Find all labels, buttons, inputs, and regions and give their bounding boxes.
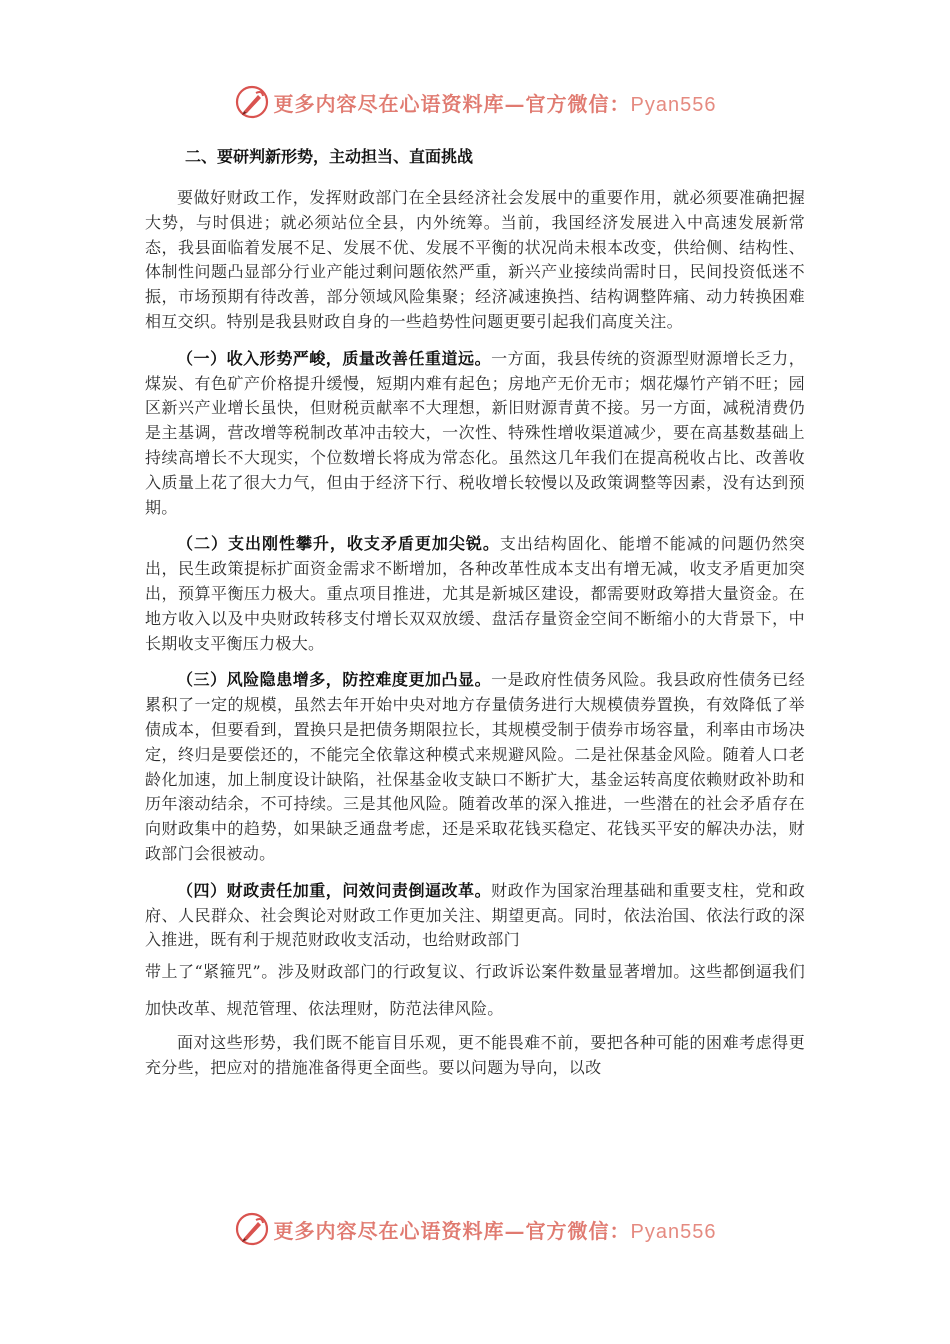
closing-paragraph: 面对这些形势，我们既不能盲目乐观，更不能畏难不前，要把各种可能的困难考虑得更充分些，把应对的措施准备得更全面些。要以问题为导向，以改 (145, 1033, 805, 1077)
section-body-2: 支出结构固化、能增不能减的问题仍然突出，民生政策提标扩面资金需求不断增加，各种改革性成本支出有增无减，收支矛盾更加突出，预算平衡压力极大。重点项目推进，尤其是新城区建设，都需要财政筹措大量资金。在地方收入以及中央财政转移支付增长双双放缓、盘活存量资金空间不断缩小的大背景下，中长期收支平衡压力极大。 (145, 534, 805, 653)
footer-banner-text-cn: 更多内容尽在心语资料库—官方微信： (273, 1218, 631, 1243)
document-body (145, 140, 805, 1093)
section-body-4: 财政作为国家治理基础和重要支柱，党和政府、人民群众、社会舆论对财政工作更加关注、期望更高。同时，依法治国、依法行政的深入推进，既有利于规范财政收支活动，也给财政部门 (145, 880, 806, 950)
banner-text-cn: 更多内容尽在心语资料库—官方微信： (273, 91, 631, 116)
continuation-paragraph: 带上了“紧箍咒”。涉及财政部门的行政复议、行政诉讼案件数量显著增加。这些都倒逼我们加快改革、规范管理、依法理财，防范法律风险。 (145, 962, 805, 1019)
section-heading: 二、要研判新形势，主动担当、直面挑战 (185, 147, 474, 166)
footer-banner (0, 1209, 950, 1249)
section-body-3: 一是政府性债务风险。我县政府性债务已经累积了一定的规模，虽然去年开始中央对地方存量债务进行大规模债券置换，有效降低了举债成本，但要看到，置换只是把债务期限拉长，其规模受制于债券市场容量，利率由市场决定，终归是要偿还的，不能完全依靠这种模式来规避风险。二是社保基金风险。随着人口老龄化加速，加上制度设计缺陷，社保基金收支缺口不断扩大，基金运转高度依赖财政补助和历年滚动结余，不可持续。三是其他风险。随着改革的深入推进，一些潜在的社会矛盾存在向财政集中的趋势，如果缺乏通盘考虑，还是采取花钱买稳定、花钱买平安的解决办法，财政部门会很被动。 (145, 670, 806, 863)
footer-banner-text (274, 1215, 717, 1244)
banner-wechat-id: Pyan556 (630, 93, 717, 116)
section-lead-2: （二）支出刚性攀升，收支矛盾更加尖锐。 (177, 534, 500, 554)
footer-banner-wechat-id: Pyan556 (630, 1220, 717, 1243)
pen-nib-logo-icon (234, 1211, 270, 1247)
section-lead-3: （三）风险隐患增多，防控难度更加凸显。 (177, 670, 492, 690)
section-paragraph-1 (145, 347, 805, 521)
intro-paragraph: 要做好财政工作，发挥财政部门在全县经济社会发展中的重要作用，就必须要准确把握大势，与时俱进；就必须站位全县，内外统筹。当前，我国经济发展进入中高速发展新常态，我县面临着发展不足、发展不优、发展不平衡的状况尚未根本改变，供给侧、结构性、体制性问题凸显部分行业产能过剩问题依然严重，新兴产业接续尚需时日，民间投资低迷不振，市场预期有待改善，部分领域风险集聚；经济减速换挡、结构调整阵痛、动力转换困难相互交织。特别是我县财政自身的一些趋势性问题更要引起我们高度关注。 (145, 188, 805, 331)
section-paragraph-4 (145, 879, 805, 953)
section-lead-4: （四）财政责任加重，问效问责倒逼改革。 (177, 880, 492, 900)
pen-nib-logo-icon (234, 84, 270, 120)
section-body-1: 一方面，我县传统的资源型财源增长乏力，煤炭、有色矿产价格提升缓慢，短期内难有起色；房地产无价无市；烟花爆竹产销不旺；园区新兴产业增长虽快，但财税贡献率不大理想，新旧财源青黄不接。另一方面，减税清费仍是主基调，营改增等税制改革冲击较大，一次性、特殊性增收渠道减少，要在高基数基础上持续高增长不大现实，个位数增长将成为常态化。虽然这几年我们在提高税收占比、改善收入质量上花了很大力气，但由于经济下行、税收增长较慢以及政策调整等因素，没有达到预期。 (145, 348, 806, 517)
section-lead-1: （一）收入形势严峻，质量改善任重道远。 (177, 348, 492, 368)
header-banner (0, 82, 950, 122)
banner-text (274, 88, 717, 117)
section-paragraph-3 (145, 668, 805, 866)
section-paragraph-2 (145, 532, 805, 656)
